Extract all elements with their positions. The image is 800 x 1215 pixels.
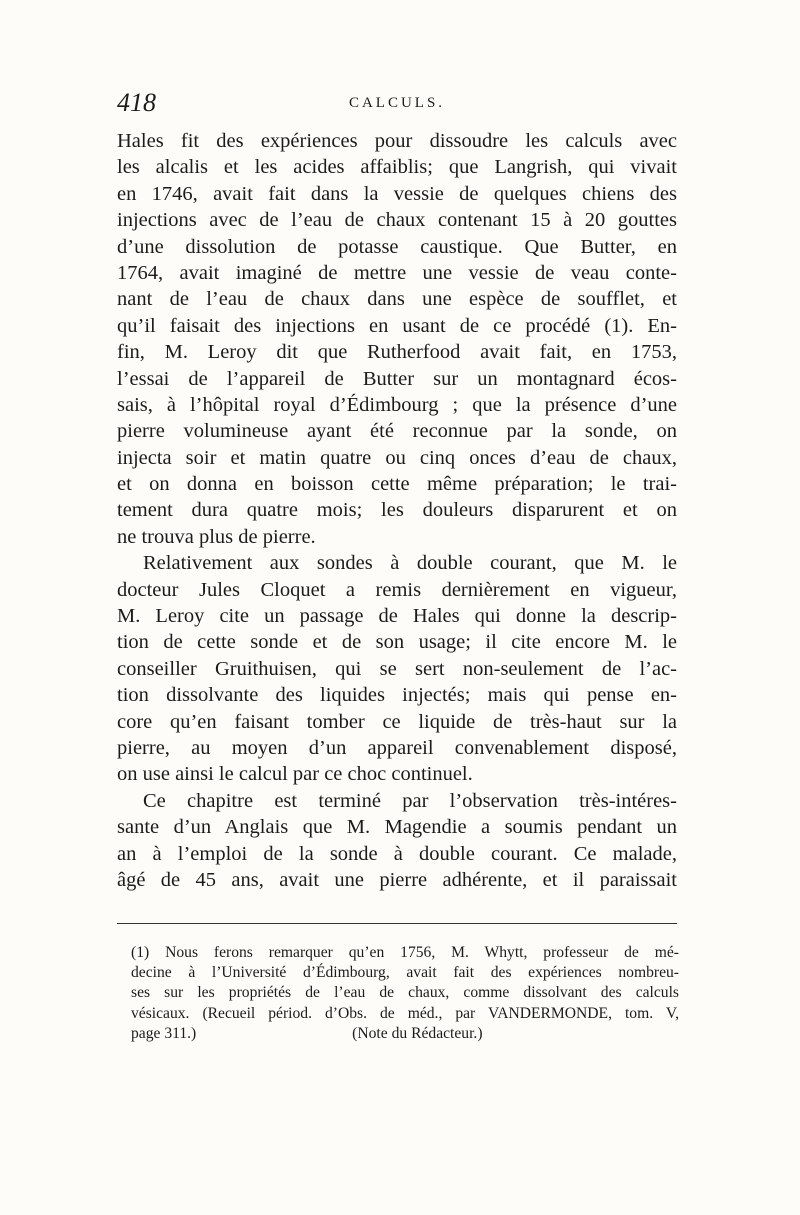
- text-line: M. Leroy cite un passage de Hales qui donne la descrip-: [117, 605, 677, 628]
- text-line: Hales fit des expériences pour dissoudre les calculs avec: [117, 130, 677, 152]
- text-line: Relativement aux sondes à double courant, que M. le: [143, 552, 677, 575]
- footnote-line: vésicaux. (Recueil périod. d’Obs. de méd., par VANDERMONDE, tom. V,: [131, 1004, 679, 1022]
- text-line: an à l’emploi de la sonde à double courant. Ce malade,: [117, 842, 677, 865]
- page-header: [117, 88, 677, 118]
- text-line: âgé de 45 ans, avait une pierre adhérente, et il paraissait: [117, 868, 677, 891]
- text-line: injections avec de l’eau de chaux contenant 15 à 20 gouttes: [117, 209, 677, 232]
- footnote-rule: [117, 923, 677, 924]
- text-line: docteur Jules Cloquet a remis dernièrement en vigueur,: [117, 578, 677, 601]
- text-line: nant de l’eau de chaux dans une espèce de soufflet, et: [117, 288, 677, 311]
- text-line: ne trouva plus de pierre.: [117, 525, 316, 548]
- running-head: CALCULS.: [348, 95, 446, 111]
- footnote: [131, 943, 679, 1044]
- footnote-line: (1) Nous ferons remarquer qu’en 1756, M. Whytt, professeur de mé-: [131, 944, 679, 961]
- text-line: pierre, au moyen d’un appareil convenablement disposé,: [117, 736, 677, 759]
- text-line: pierre volumineuse ayant été reconnue par la sonde, on: [117, 420, 677, 443]
- text-line: l’essai de l’appareil de Butter sur un montagnard écos-: [117, 367, 677, 390]
- footnote-line: ses sur les propriétés de l’eau de chaux, comme dissolvant des calculs: [131, 984, 679, 1002]
- text-line: qu’il faisait des injections en usant de ce procédé (1). En-: [117, 314, 677, 337]
- text-line: 1764, avait imaginé de mettre une vessie de veau conte-: [117, 261, 677, 284]
- text-line: conseiller Gruithuisen, qui se sert non-seulement de l’ac-: [117, 657, 677, 680]
- text-line: injecta soir et matin quatre ou cinq onces d’eau de chaux,: [117, 446, 677, 469]
- text-line: fin, M. Leroy dit que Rutherfood avait fait, en 1753,: [117, 341, 677, 364]
- text-line: on use ainsi le calcul par ce choc continuel.: [117, 763, 473, 786]
- footnote-line: decine à l’Université d’Édimbourg, avait fait des expériences nombreu-: [131, 964, 679, 982]
- text-line: en 1746, avait fait dans la vessie de quelques chiens des: [117, 182, 677, 205]
- text-line: tion dissolvante des liquides injectés; mais qui pense en-: [117, 684, 677, 707]
- footnote-line: page 311.) (Note du Rédacteur.): [131, 1024, 483, 1042]
- page-number: 418: [117, 88, 156, 117]
- text-line: core qu’en faisant tomber ce liquide de très-haut sur la: [117, 710, 677, 733]
- text-line: tion de cette sonde et de son usage; il cite encore M. le: [117, 631, 677, 654]
- text-line: d’une dissolution de potasse caustique. Que Butter, en: [117, 235, 677, 258]
- text-line: sais, à l’hôpital royal d’Édimbourg ; que la présence d’une: [117, 393, 677, 416]
- text-line: Ce chapitre est terminé par l’observation très-intéres-: [143, 789, 677, 812]
- text-line: sante d’un Anglais que M. Magendie a soumis pendant un: [117, 816, 677, 839]
- body-text: [117, 128, 677, 893]
- text-line: les alcalis et les acides affaiblis; que Langrish, qui vivait: [117, 156, 677, 179]
- text-line: tement dura quatre mois; les douleurs disparurent et on: [117, 499, 677, 522]
- text-line: et on donna en boisson cette même préparation; le trai-: [117, 473, 677, 496]
